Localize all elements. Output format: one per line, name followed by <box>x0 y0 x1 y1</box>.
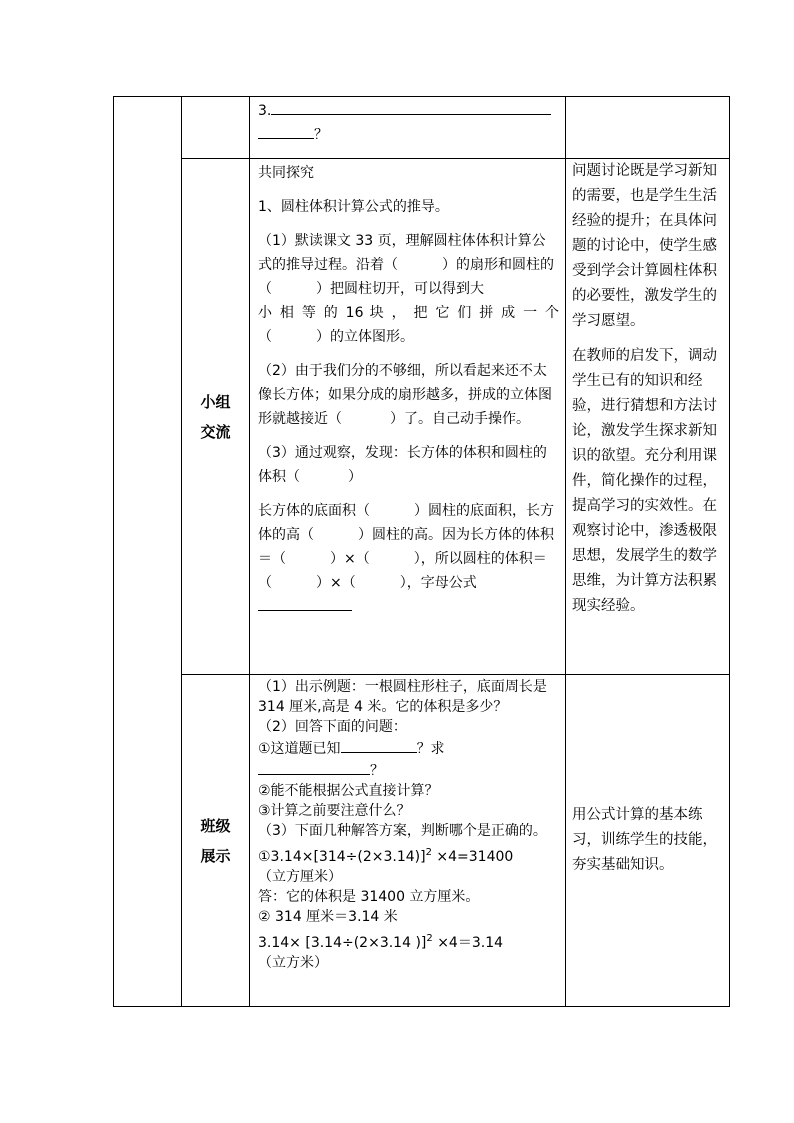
example-line: （3）下面几种解答方案，判断哪个是正确的。 <box>258 823 547 839</box>
left-margin-cell <box>114 97 182 1007</box>
section-heading: 共同探究 <box>258 165 314 181</box>
table-row <box>114 159 730 675</box>
item3-blank-2 <box>258 123 314 139</box>
paragraph-2: （2）由于我们分的不够细，所以看起来还不太像长方体；如果分成的扇形越多，拼成的立体图形就越接近（ ）了。自己动手操作。 <box>258 363 552 427</box>
table-row <box>114 675 730 1007</box>
note-cell-example <box>566 675 730 1007</box>
item3-blank-1 <box>271 99 551 115</box>
stage-label-line: 小组 <box>200 392 231 411</box>
paragraph-1: （1）默读课文 33 页，理解圆柱体体积计算公式的推导过程。沿着（ ）的扇形和圆柱的（ ）把圆柱切开，可以得到大 小 相 等 的 16 块 ， 把 它 们 拼 成 一 个 （ ）的立体图形。 <box>258 233 559 345</box>
content-cell-item3 <box>250 97 566 159</box>
note-cell-empty <box>566 97 730 159</box>
note-cell-explore <box>566 159 730 675</box>
content-cell-example <box>250 675 566 1007</box>
known-blank <box>341 737 417 753</box>
table-row <box>114 97 730 159</box>
stage-label-line: 交流 <box>200 422 231 441</box>
stage-cell-empty <box>182 97 250 159</box>
item3-suffix: ？ <box>314 127 328 143</box>
formula-blank <box>258 595 352 611</box>
paragraph-4: 长方体的底面积（ ）圆柱的底面积，长方体的高（ ）圆柱的高。因为长方体的体积＝（ ）×（ ），所以圆柱的体积＝（ ）×（ ），字母公式 <box>258 499 559 619</box>
stage-label-group-discussion <box>182 159 250 675</box>
example-line: ①这道题已知 ？求 <box>258 737 559 759</box>
example-line: 答：它的体积是 31400 立方厘米。 <box>258 889 480 905</box>
note-paragraph: 问题讨论既是学习新知的需要，也是学生生活经验的提升；在具体问题的讨论中，使学生感受到学会计算圆柱体积的必要性，激发学生的学习愿望。 <box>572 163 717 329</box>
example-line: $①3.14\times[314\div(2\times 3.14)]^2 \times 4=31400$ <box>258 847 514 865</box>
example-line: （2）回答下面的问题： <box>258 719 407 735</box>
example-line: ② 314 厘米＝3.14 米 <box>258 909 398 925</box>
example-line: （立方厘米） <box>258 869 342 885</box>
paragraph-3: （3）通过观察，发现：长方体的体积和圆柱的体积（ ） <box>258 445 547 485</box>
item-1-title: 1、圆柱体积计算公式的推导。 <box>258 199 449 215</box>
item3-prefix: 3. <box>258 103 272 119</box>
note-paragraph: 在教师的启发下，调动学生已有的知识和经验，进行猜想和方法讨论，激发学生探求新知识的欲望。充分利用课件，简化操作的过程，提高学习的实效性。在观察讨论中，渗透极限思想，发展学生的数学思维，为计算方法积累现实经验。 <box>572 348 717 614</box>
lesson-plan-table <box>113 96 730 1007</box>
stage-label-line: 班级 <box>200 816 231 835</box>
example-line: ③计算之前要注意什么？ <box>258 803 411 819</box>
example-line: ？ <box>258 759 559 781</box>
content-cell-explore <box>250 159 566 675</box>
ask-blank <box>258 759 370 775</box>
example-line: ②能不能根据公式直接计算？ <box>258 783 439 799</box>
example-line: （1）出示例题：一根圆柱形柱子，底面周长是 314 厘米,高是 4 米。它的体积是多少？ <box>258 679 547 715</box>
example-line: 3.14× [3.14÷(2×3.14 )]$^2$ ×4＝3.14 <box>258 933 504 951</box>
stage-label-line: 展示 <box>200 846 231 865</box>
note-paragraph: 用公式计算的基本练习，训练学生的技能，夯实基础知识。 <box>572 807 717 873</box>
example-line: （立方米） <box>258 955 328 971</box>
stage-label-class-presentation <box>182 675 250 1007</box>
